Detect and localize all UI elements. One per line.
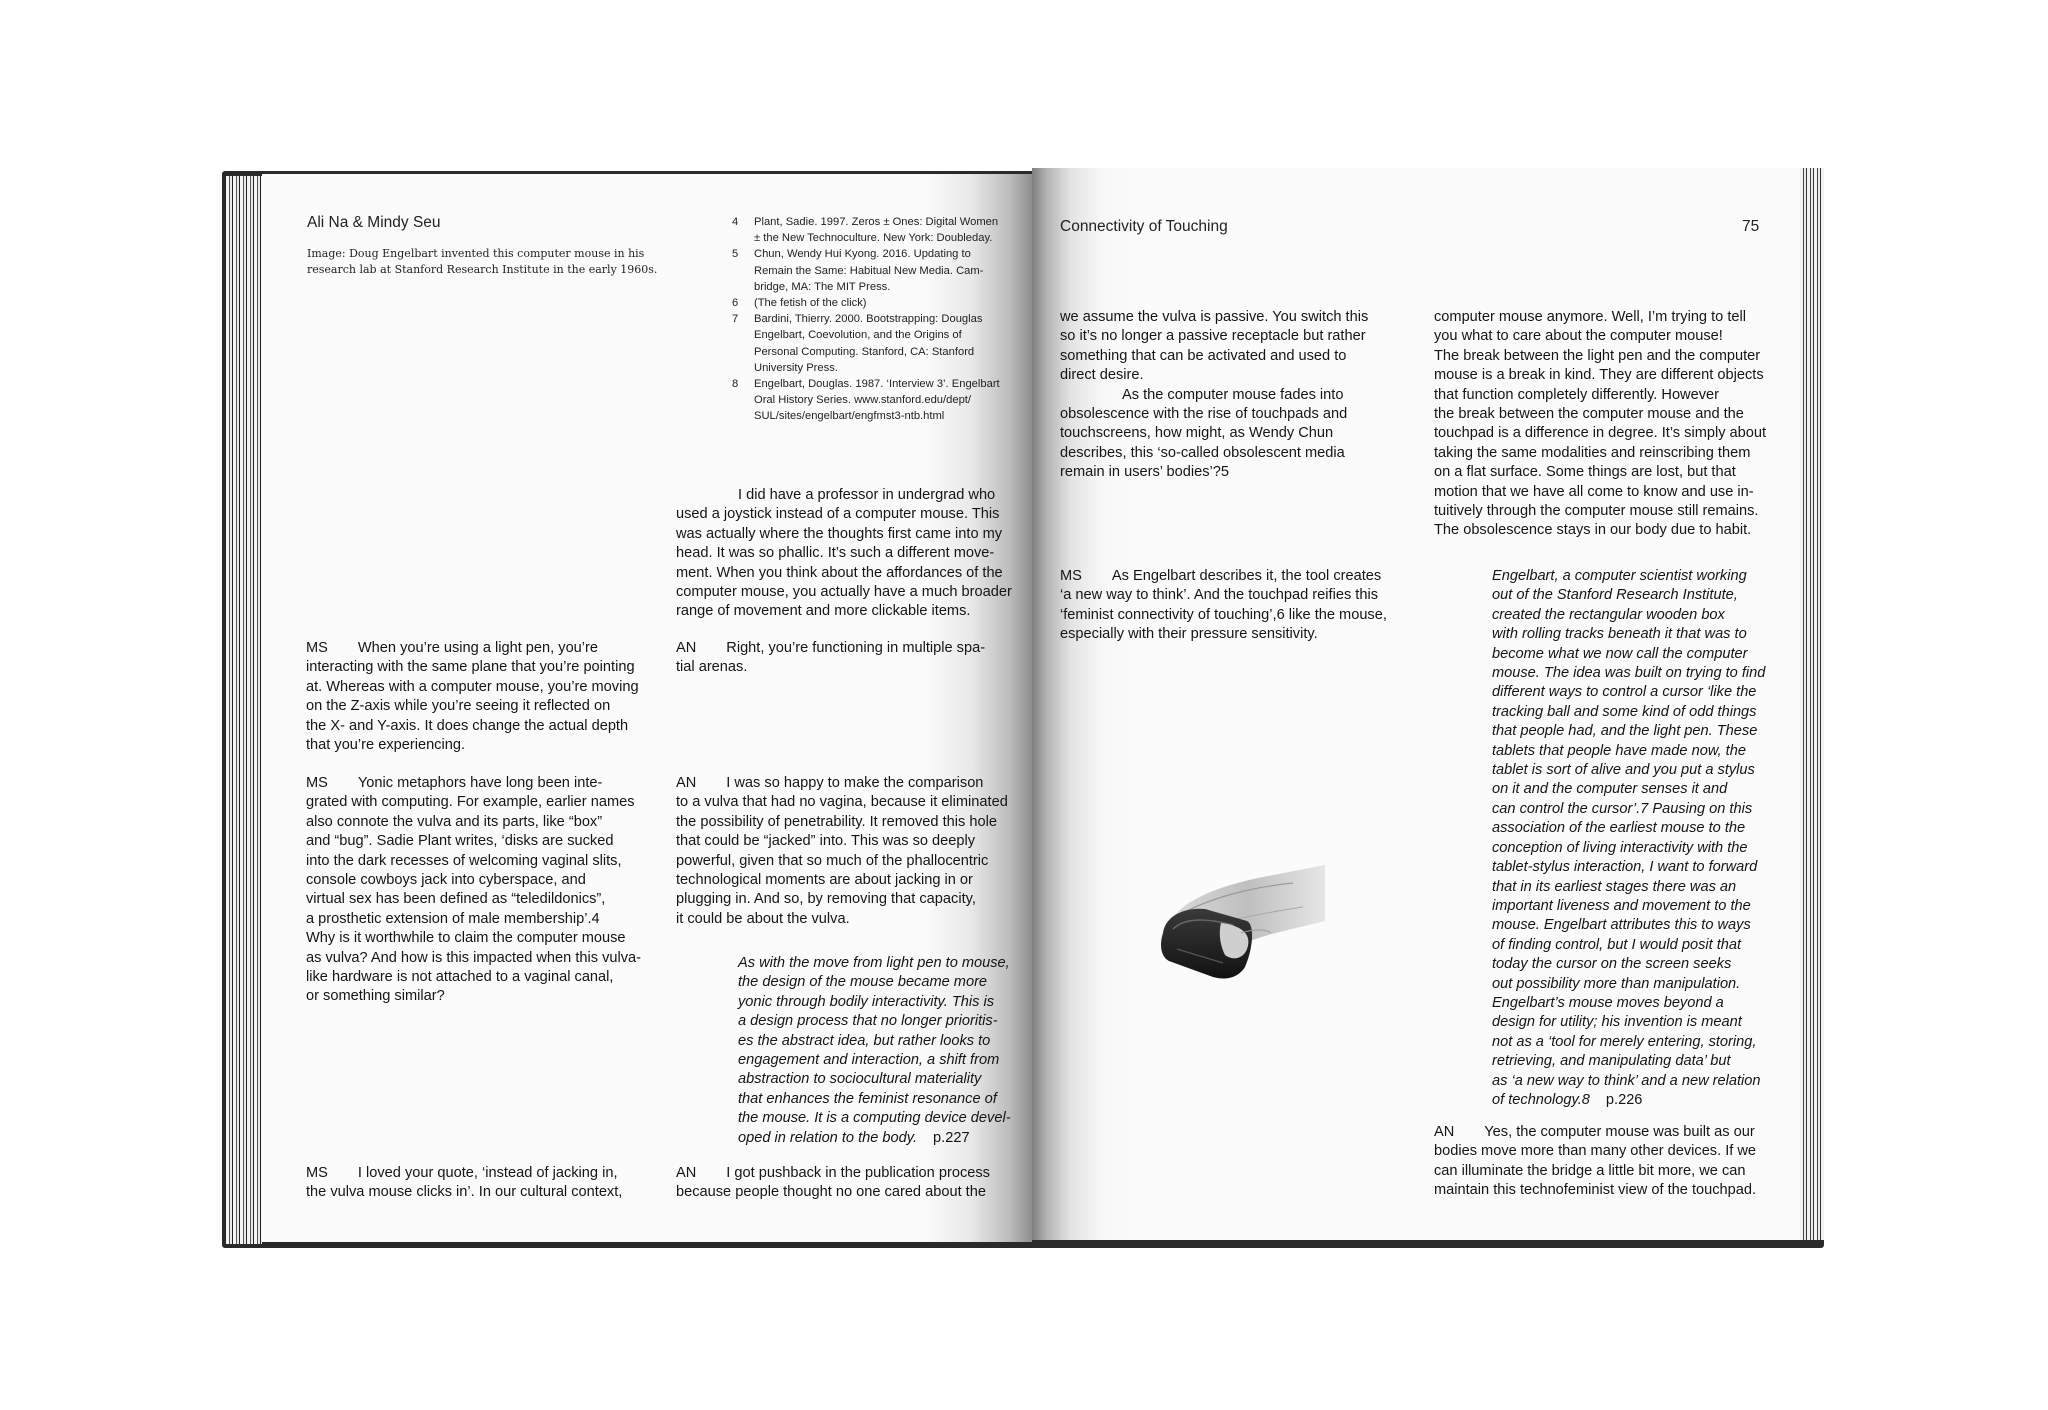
paragraph-an-bodies: AN Yes, the computer mouse was built as our bodies move more than many other devices. If we can illuminate the bridge a little bit more, we can maintain this technofeminist view of the touchpad. [1434,1124,1757,1199]
footnote: 7 Bardini, Thierry. 2000. Bootstrapping: Douglas Engelbart, Coevolution, and the Origins of Personal Computing. Stanford, CA: Stanford University Press. [732,313,983,374]
paragraph-an-vagina: AN I was so happy to make the comparison to a vulva that had no vagina, because it eliminated the possibility of penetrability. It removed this hole that could be “jacked” into. This was so deeply powerful, given that so much of the phallocentric technological moments are about jacking in or plugging in. And so, by removing that capacity, it could be about the vulva. [676,775,1008,927]
speaker-label: MS [306,640,328,656]
speaker-label: MS [306,775,328,791]
paragraph-vulva-passive: we assume the vulva is passive. You switch this so it’s no longer a passive receptacle but rather something that can be activated and used to direct desire. As the computer mouse fades into obsolescence with the rise of touchpads and touchscreens, how might, as Wendy Chun describes, this ‘so-called obsolescent media remain in users’ bodies’?5 [1060,309,1369,481]
page-reference: p.227 [933,1129,970,1146]
speaker-label: MS [1060,568,1082,584]
paragraph-break-in-kind: computer mouse anymore. Well, I’m trying to tell you what to care about the computer mouse! The break between the light pen and the computer mouse is a break in kind. They are different objects that function completely differently. However the break between the computer mouse and the touchpad is a difference in degree. It’s simply about taking the same modalities and reinscribing them on a flat surface. Some things are lost, but that motion that we have all come to know and use in- tuitively through the computer mouse still remains. The obsolescence stays in our body due to habit. [1434,309,1767,539]
paragraph-professor: I did have a professor in undergrad who used a joystick instead of a computer mouse. This was actually where the thoughts first came into my head. It was so phallic. It’s such a different move- ment. When you think about the affordances of the computer mouse, you actually have a much broader range of movement and more clickable items. [676,487,1012,620]
right-page [1032,168,1800,1240]
engelbart-mouse-photo [1143,863,1325,983]
page-edges-right [1800,168,1824,1240]
footnote: 6 (The fetish of the click) [732,297,867,310]
pull-quote-engelbart: Engelbart, a computer scientist working out of the Stanford Research Institute, created the rectangular wooden box with rolling tracks beneath it that was to become what we now call the computer mouse. The idea was built on trying to find different ways to control a cursor ‘like the tracking ball and some kind of odd things that people had, and the light pen. These tablets that people have made now, the tablet is sort of alive and you put a stylus on it and the computer senses it and can control the cursor’.7 Pausing on this association of the earliest mouse to the conception of living interactivity with the tablet-stylus interaction, I want to forward that in its earliest stages there was an important liveness and movement to the mouse. Engelbart attributes this to ways of finding control, but I would posit that today the cursor on the screen seeks out possibility more than manipulation. Engelbart’s mouse moves beyond a design for utility; his invention is meant not as a ‘tool for merely entering, storing, retrieving, and manipulating data’ but as ‘a new way to think’ and a new relation of technology.8 p.226 [1492,568,1766,1108]
paragraph-ms-engelbart: MS As Engelbart describes it, the tool creates ‘a new way to think’. And the touchpad reifies this ‘feminist connectivity of touching’,6 like the mouse, especially with their pressure sensitivity. [1060,568,1387,643]
speaker-label: AN [676,775,697,791]
page-number: 75 [1742,218,1760,235]
footnote: 5 Chun, Wendy Hui Kyong. 2016. Updating to Remain the Same: Habitual New Media. Cam- bridge, MA: The MIT Press. [732,248,984,293]
left-page [262,174,1032,1242]
pull-quote-light-pen: As with the move from light pen to mouse, the design of the mouse became more yonic through bodily interactivity. This is a design process that no longer prioritis- es the abstract idea, but rather looks to engagement and interaction, a shift from abstraction to sociocultural materiality that enhances the feminist resonance of the mouse. It is a computing device devel- oped in relation to the body. p.227 [738,955,1011,1146]
speaker-label: AN [676,640,697,656]
speaker-label: AN [1434,1124,1455,1140]
page-edges-left [226,176,262,1244]
running-head-title: Connectivity of Touching [1060,218,1228,235]
footnote: 4 Plant, Sadie. 1997. Zeros ± Ones: Digital Women ± the New Technoculture. New York: Doubleday. [732,216,999,245]
page-reference: p.226 [1605,1091,1643,1108]
speaker-label: MS [306,1165,328,1181]
footnotes [732,214,1032,425]
paragraph-an-pushback: AN I got pushback in the publication process because people thought no one cared about the [676,1165,990,1201]
paragraph-ms-quote: MS I loved your quote, ‘instead of jacking in, the vulva mouse clicks in’. In our cultural context, [306,1165,623,1201]
paragraph-ms-yonic: MS Yonic metaphors have long been inte- grated with computing. For example, earlier names also connote the vulva and its parts, like “box” and “bug”. Sadie Plant writes, ‘disks are sucked into the dark recesses of welcoming vaginal slits, console cowboys jack into cyberspace, and virtual sex has been defined as “teledildonics”, a prosthetic extension of male membership’.4 Why is it worthwhile to claim the computer mouse as vulva? And how is this impacted when this vulva- like hardware is not attached to a vaginal canal, or something similar? [306,775,642,1005]
running-head-authors: Ali Na & Mindy Seu [307,214,441,231]
footnote: 8 Engelbart, Douglas. 1987. ‘Interview 3’. Engelbart Oral History Series. www.stanford.edu/dept/ SUL/sites/engelbart/engfmst3-ntb.html [732,378,1000,423]
speaker-label: AN [676,1165,697,1181]
image-caption: Image: Doug Engelbart invented this computer mouse in his research lab at Stanford Research Institute in the early 1960s. [307,247,658,276]
paragraph-ms-light-pen: MS When you’re using a light pen, you’re interacting with the same plane that you’re pointing at. Whereas with a computer mouse, you’re moving on the Z-axis while you’re seeing it reflected on the X- and Y-axis. It does change the actual depth that you’re experiencing. [306,640,639,754]
paragraph-an-spatial: AN Right, you’re functioning in multiple spa- tial arenas. [676,640,986,676]
